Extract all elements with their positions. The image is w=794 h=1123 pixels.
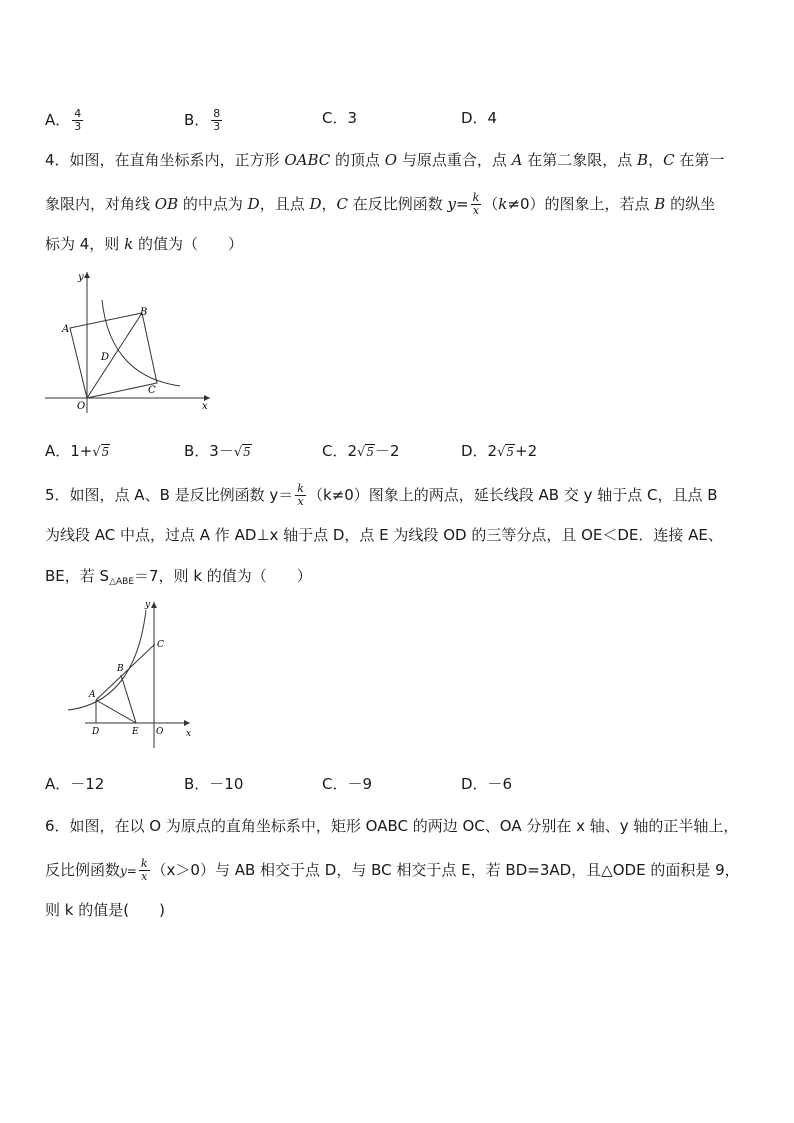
q4-label-a: A (62, 324, 70, 335)
q5-label-b: B (117, 664, 124, 674)
q3-option-b-fraction: $\frac{8}{3}$ (213, 107, 221, 133)
q4-square-oabc (70, 313, 157, 398)
q5-hyperbola (68, 610, 146, 710)
q6-stem-line-3: 则 k 的值是( ) (45, 901, 165, 919)
q5-label-x: x (186, 729, 192, 739)
q4-option-b: B．3－√5 (184, 441, 252, 463)
q5-label-o: O (156, 727, 164, 737)
q4-y-arrow (84, 272, 90, 278)
q5-stem-line-2: 为线段 AC 中点，过点 A 作 AD⊥x 轴于点 D，点 E 为线段 OD 的三等分点，且 OE＜DE．连接 AE、 (45, 526, 723, 544)
q4-label-c: C (148, 385, 156, 396)
q6-function-fraction: $\frac{k}{x}$ (140, 857, 148, 883)
q5-label-a: A (89, 690, 96, 700)
q4-stem-line-1: 4．如图，在直角坐标系内，正方形 OABC 的顶点 O 与原点重合，点 A 在第二象限，点 B，C 在第一 (45, 151, 725, 169)
q5-option-b: B．－10 (184, 775, 244, 793)
q4-label-y: y (78, 272, 84, 283)
q5-function-fraction: $\frac{k}{x}$ (297, 482, 304, 508)
q4-option-a-sqrt: √5 (92, 445, 110, 460)
q5-stem-line-1: 5．如图，点 A、B 是反比例函数 y＝ $\frac{k}{x}$ （k≠0）图象上的两点，延长线段 AB 交 y 轴于点 C，且点 B (45, 482, 718, 508)
q4-label-b: B (140, 307, 148, 318)
q6-stem-line-1: 6．如图，在以 O 为原点的直角坐标系中，矩形 OABC 的两边 OC、OA 分别在 x 轴、y 轴的正半轴上， (45, 817, 739, 835)
q5-x-arrow (184, 720, 190, 726)
q5-option-d: D．－6 (461, 775, 513, 793)
q4-option-b-sqrt: √5 (233, 445, 251, 460)
q3-option-d: D．4 (461, 109, 498, 127)
q4-diagonal-ob (87, 313, 142, 398)
q4-option-c: C．2√5－2 (322, 441, 400, 463)
q3-option-b: B． $\frac{8}{3}$ (184, 107, 221, 133)
q4-figure (40, 268, 220, 418)
q5-line-ac (96, 644, 155, 700)
q5-option-c: C．－9 (322, 775, 373, 793)
q3-option-a: A． $\frac{4}{3}$ (45, 107, 82, 133)
q3-option-a-fraction: $\frac{4}{3}$ (74, 107, 82, 133)
q5-option-a: A．－12 (45, 775, 105, 793)
q5-label-c: C (157, 640, 164, 650)
q3-option-c: C．3 (322, 109, 358, 127)
q5-stem-line-3: BE，若 $S_{\triangle ABE}=7$，则 k 的值为（ ） (45, 567, 312, 587)
q4-label-d: D (101, 352, 110, 363)
q4-option-a: A．1+√5 (45, 441, 110, 463)
q4-label-o: O (77, 401, 86, 412)
q5-label-y: y (145, 600, 151, 610)
q5-label-e: E (132, 727, 139, 737)
q4-stem-line-2: 象限内，对角线 OB 的中点为 D，且点 D，C 在反比例函数 y= $\frac{k}{x}$ （k≠0）的图象上，若点 B 的纵坐 (45, 191, 716, 217)
q4-label-x: x (202, 401, 208, 412)
q4-stem-line-3: 标为 4，则 k 的值为（ ） (45, 235, 243, 253)
q4-option-d-sqrt: √5 (497, 445, 515, 460)
q4-function-fraction: $\frac{k}{x}$ (472, 191, 480, 217)
q5-figure (60, 598, 210, 758)
q4-option-d: D．2√5+2 (461, 441, 537, 463)
q5-y-arrow (151, 602, 157, 608)
q4-option-c-sqrt: √5 (357, 445, 374, 460)
q5-label-d: D (92, 727, 100, 737)
q6-stem-line-2: 反比例函数y= $\frac{k}{x}$ （x＞0）与 AB 相交于点 D，与 BC 相交于点 E，若 BD=3AD，且△ODE 的面积是 9， (45, 857, 740, 883)
